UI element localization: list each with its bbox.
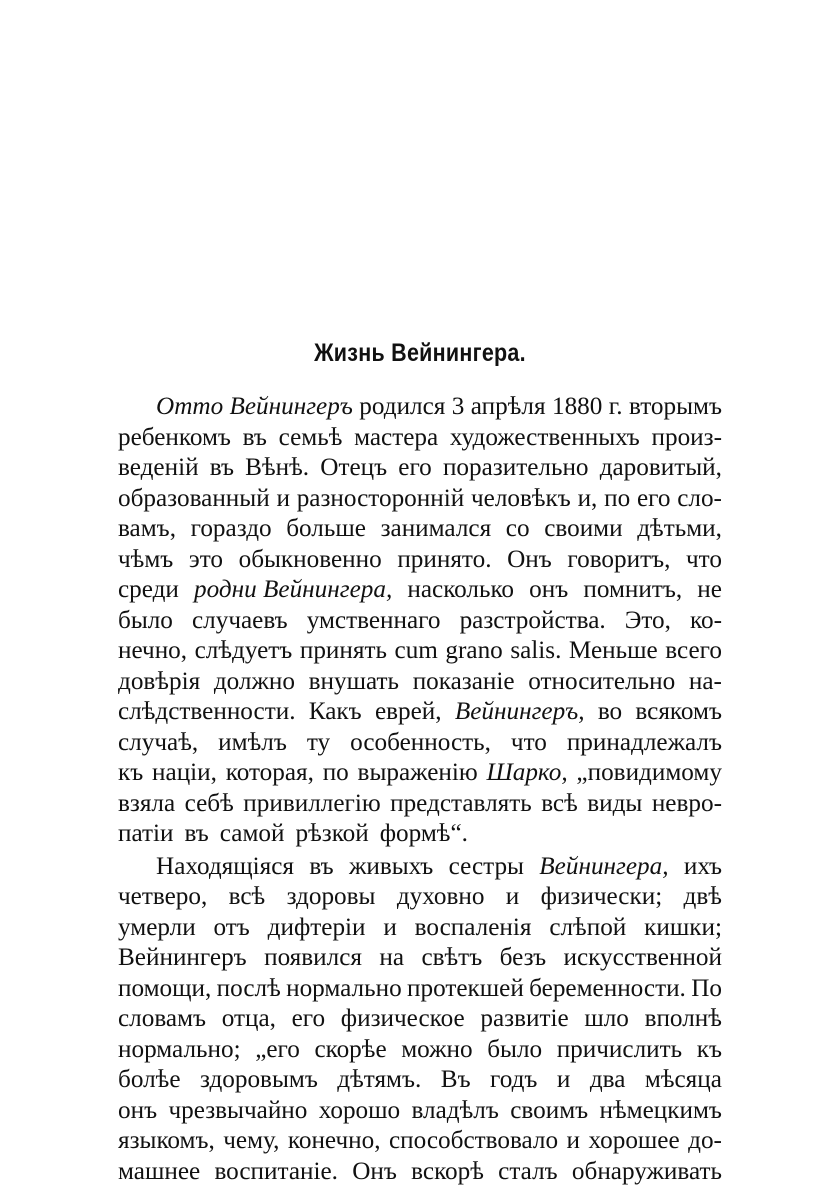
text-line: [118, 392, 722, 423]
word: Онъ: [507, 545, 552, 573]
word: протекшей: [407, 974, 524, 1002]
italic-word: Вейнингеръ,: [454, 698, 585, 725]
text-line: [118, 789, 722, 820]
word: двѣ: [683, 883, 722, 910]
word: по: [604, 484, 631, 512]
italic-word: Отто Вейнингеръ: [156, 393, 353, 420]
word: художественныхъ: [449, 423, 640, 451]
text-line: [118, 943, 722, 974]
word: отъ: [213, 913, 250, 941]
word: сестры: [448, 852, 524, 880]
word: помощи,: [118, 974, 212, 1002]
italic-word: родни Вейнингера,: [194, 576, 393, 603]
word: Какъ: [308, 698, 362, 725]
word: вамъ,: [118, 515, 176, 542]
word: еврей,: [374, 698, 442, 725]
word: появился: [264, 944, 362, 971]
word: воспитаніе.: [214, 1157, 338, 1185]
word: поразительно: [442, 454, 589, 481]
word: ихъ: [683, 852, 722, 880]
word: довѣрія: [118, 667, 201, 695]
word: въ: [309, 852, 334, 880]
word: два: [589, 1066, 626, 1093]
word: показаніе: [412, 667, 515, 695]
paragraph: [118, 392, 722, 850]
text-line: [118, 1157, 722, 1188]
word: искусственной: [563, 944, 722, 971]
word: не: [697, 576, 722, 603]
word: мѣсяца: [644, 1066, 722, 1093]
word: нѣмецкимъ: [599, 1096, 722, 1124]
word: взяла: [118, 789, 176, 817]
chapter-title: Жизнь Вейнингера.: [314, 339, 526, 367]
word: 3: [451, 393, 465, 420]
word: и: [505, 883, 520, 910]
word: къ: [118, 759, 144, 786]
word: патіи: [118, 820, 174, 847]
word: Вейнингеръ: [118, 944, 247, 971]
word: со: [505, 515, 530, 542]
word: говоритъ,: [567, 545, 671, 573]
word: можно: [401, 1035, 473, 1063]
word: скорѣе: [314, 1035, 387, 1063]
word: это: [188, 545, 223, 573]
word: ребенкомъ: [118, 423, 231, 451]
word: разстройства.: [459, 606, 606, 634]
word: выраженію: [357, 759, 478, 786]
word: здоровымъ: [199, 1066, 318, 1093]
word: сло-: [677, 484, 722, 512]
text-line: [118, 484, 722, 515]
word: и: [566, 1127, 581, 1154]
word: Находящіяся: [156, 852, 295, 880]
word: формѣ“.: [379, 820, 468, 847]
word: нечно,: [118, 637, 188, 664]
word: „повидимому: [576, 759, 722, 786]
word: физически;: [540, 883, 663, 910]
word: Въ: [440, 1066, 471, 1093]
word: Отецъ: [320, 454, 388, 481]
italic-word: Шарко,: [486, 759, 568, 786]
text-line: [118, 545, 722, 576]
word: безъ: [499, 944, 547, 971]
word: было: [118, 606, 173, 634]
word: вполнѣ: [644, 1005, 722, 1032]
word: и: [556, 1066, 571, 1093]
word: grano: [445, 637, 503, 664]
word: сталъ: [498, 1157, 558, 1185]
word: своими: [544, 515, 623, 542]
word: чрезвычайно: [168, 1096, 308, 1124]
word: вторымъ: [628, 393, 722, 420]
word: онъ: [529, 576, 569, 603]
word: человѣкъ: [470, 484, 571, 512]
word: относительно: [528, 667, 676, 695]
word: которая,: [225, 759, 314, 786]
text-line: [118, 913, 722, 944]
word: имѣлъ: [218, 728, 287, 756]
word: принять: [299, 637, 387, 664]
word: во: [597, 698, 623, 725]
word: Это,: [624, 606, 671, 634]
word: Онъ: [352, 1157, 397, 1185]
word: самой: [219, 820, 285, 847]
word: въ: [184, 820, 209, 847]
text-line: [118, 1035, 722, 1066]
word: конечно,: [287, 1127, 381, 1154]
word: развитіе: [480, 1005, 569, 1032]
word: слѣдуетъ: [194, 637, 293, 664]
word: обыкновенно: [238, 545, 382, 573]
word: всего: [665, 637, 722, 664]
word: представлять: [390, 789, 532, 817]
word: себѣ: [184, 789, 234, 817]
word: ту: [306, 728, 331, 756]
word: беременности.: [529, 974, 686, 1002]
word: болѣе: [118, 1066, 181, 1093]
text-line: [118, 1004, 722, 1035]
word: духовно: [396, 883, 485, 910]
word: на-: [688, 667, 722, 695]
text-line: [118, 453, 722, 484]
word: четверо,: [118, 883, 208, 910]
word: владѣлъ: [411, 1096, 499, 1124]
text-line: [118, 606, 722, 637]
word: способствовало: [388, 1127, 559, 1154]
word: отца,: [221, 1005, 276, 1032]
word: шло: [584, 1005, 629, 1032]
word: націи,: [152, 759, 217, 786]
word: и,: [577, 484, 598, 512]
word: веденій: [118, 454, 199, 481]
word: „его: [255, 1035, 300, 1063]
word: привиллегію: [243, 789, 381, 817]
word: годъ: [490, 1066, 538, 1093]
word: его: [636, 484, 671, 512]
text-line: [118, 575, 722, 606]
text-line: [118, 1126, 722, 1157]
text-line: [118, 819, 722, 850]
word: умерли: [118, 913, 196, 941]
word: вскорѣ: [411, 1157, 484, 1185]
word: помнитъ,: [583, 576, 683, 603]
body-text: [118, 392, 722, 1187]
word: хорошее: [588, 1127, 680, 1154]
text-line: [118, 423, 722, 454]
word: больше: [286, 515, 366, 542]
word: cum: [394, 637, 438, 664]
text-line: [118, 758, 722, 789]
word: и: [276, 484, 290, 512]
word: ко-: [690, 606, 722, 634]
word: въ: [209, 454, 234, 481]
word: рѣзкой: [295, 820, 369, 847]
word: даровитый,: [599, 454, 722, 481]
word: въ: [242, 423, 267, 451]
word: своимъ: [510, 1096, 589, 1124]
word: причислить: [556, 1035, 683, 1063]
word: воспаленія: [414, 913, 532, 941]
word: обнаруживать: [571, 1157, 722, 1185]
word: живыхъ: [348, 852, 434, 880]
word: нормально: [286, 974, 402, 1002]
word: принято.: [397, 545, 492, 573]
word: дѣтямъ.: [337, 1066, 422, 1093]
word: хорошо: [318, 1096, 401, 1124]
word: занимался: [380, 515, 492, 542]
word: свѣтъ: [421, 944, 483, 971]
word: машнее: [118, 1157, 201, 1185]
word: языкомъ,: [118, 1127, 215, 1154]
word: виды: [587, 789, 643, 817]
word: разносторонній: [296, 484, 465, 512]
word: Меньше: [568, 637, 658, 664]
word: случаевъ: [191, 606, 288, 634]
word: случаѣ,: [118, 728, 199, 756]
word: salis.: [510, 637, 562, 664]
word: принадлежалъ: [566, 728, 722, 756]
text-line: [118, 852, 722, 883]
text-line: [118, 697, 722, 728]
word: По: [691, 974, 722, 1002]
word: что: [510, 728, 547, 756]
text-line: [118, 882, 722, 913]
word: произ-: [651, 423, 722, 451]
word: семьѣ: [278, 423, 343, 451]
word: невро-: [651, 789, 722, 817]
word: г.: [608, 393, 623, 420]
word: слѣпой: [549, 913, 627, 941]
word: къ: [696, 1035, 722, 1063]
word: было: [487, 1035, 543, 1063]
word: кишки;: [644, 913, 722, 941]
word: дифтеріи: [267, 913, 366, 941]
word: его: [291, 1005, 326, 1032]
text-line: [118, 1065, 722, 1096]
paragraph: [118, 852, 722, 1188]
word: образованный: [118, 484, 270, 512]
word: до-: [688, 1127, 722, 1154]
word: Вѣнѣ.: [245, 454, 310, 481]
word: слѣдственности.: [118, 698, 296, 725]
word: физическое: [340, 1005, 465, 1032]
word: по: [322, 759, 349, 786]
word: его: [398, 454, 432, 481]
word: насколько: [407, 576, 515, 603]
word: чѣмъ: [118, 545, 174, 573]
word: всякомъ: [635, 698, 722, 725]
word: что: [686, 545, 722, 573]
text-line: [118, 514, 722, 545]
word: словамъ: [118, 1005, 207, 1032]
text-line: [118, 667, 722, 698]
word: среди: [118, 576, 179, 603]
word: мастера: [354, 423, 439, 451]
word: умственнаго: [306, 606, 441, 634]
word: чему,: [223, 1127, 280, 1154]
text-line: [118, 728, 722, 759]
word: послѣ: [216, 974, 281, 1002]
word: должно: [213, 667, 295, 695]
text-line: [118, 636, 722, 667]
word: всѣ: [228, 883, 266, 910]
word: родился: [359, 393, 446, 420]
word: особенность,: [350, 728, 491, 756]
word: 1880: [551, 393, 603, 420]
word: на: [379, 944, 405, 971]
text-line: [118, 974, 722, 1005]
word: апрѣля: [470, 393, 546, 420]
italic-word: Вейнингера,: [539, 852, 669, 880]
text-line: [118, 1096, 722, 1127]
word: гораздо: [190, 515, 272, 542]
word: здоровы: [286, 883, 376, 910]
word: онъ: [118, 1096, 158, 1124]
word: всѣ: [541, 789, 578, 817]
word: нормально;: [118, 1035, 241, 1063]
word: дѣтьми,: [637, 515, 722, 542]
word: внушать: [308, 667, 400, 695]
word: и: [383, 913, 397, 941]
